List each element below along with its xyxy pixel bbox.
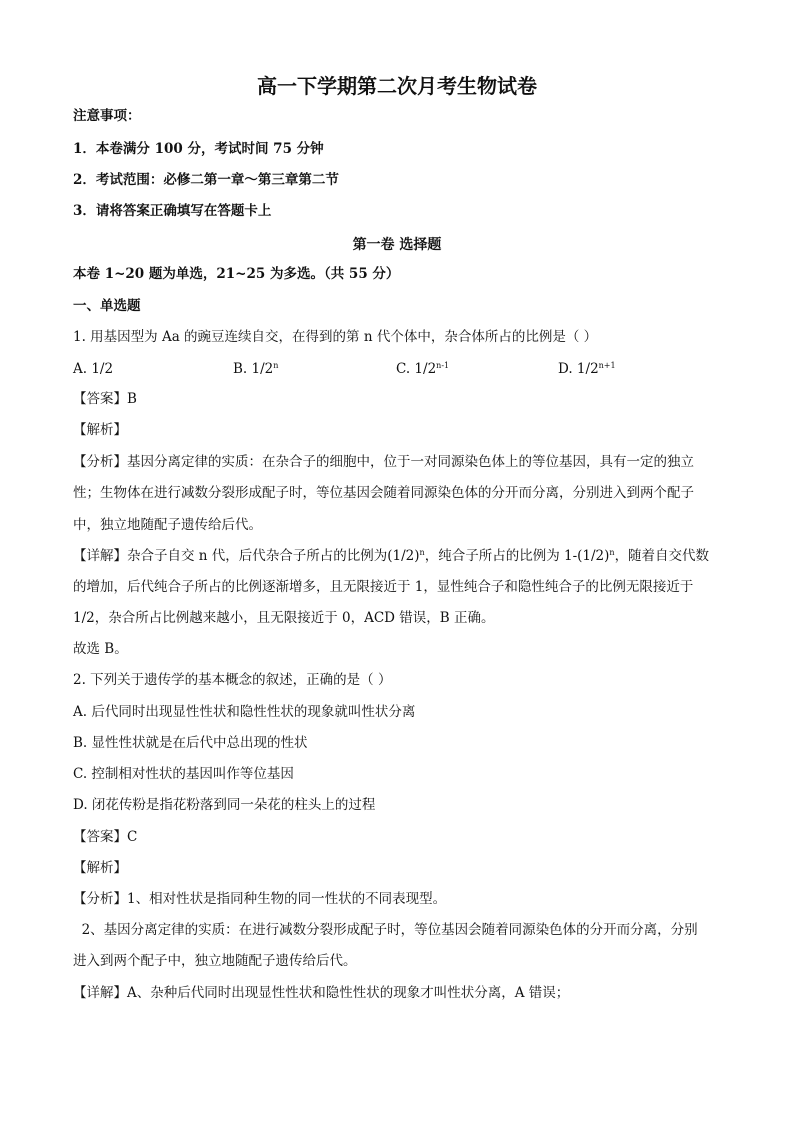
q1-option-b: B. 1/2$^n$ bbox=[233, 361, 279, 377]
answer-value: B bbox=[127, 391, 137, 407]
q2-option-b: B. 显性性状就是在后代中总出现的性状 bbox=[73, 735, 308, 751]
q2-fenxi-line-2: 2、基因分离定律的实质：在进行减数分裂形成配子时，等位基因会随着同源染色体的分开而分离，分别 bbox=[73, 922, 698, 938]
q1-xiangjie-line-1: 【详解】杂合子自交 n 代，后代杂合子所占的比例为$(1/2)^n$，纯合子所占的比例为 $1-(1/2)^n$，随着自交代数 bbox=[73, 548, 710, 564]
q2-option-a: A. 后代同时出现显性性状和隐性性状的现象就叫性状分离 bbox=[73, 704, 416, 720]
q1-option-c: C. 1/2$^{n-1}$ bbox=[396, 361, 450, 377]
section-title: 第一卷 选择题 bbox=[352, 237, 442, 253]
q2-option-c: C. 控制相对性状的基因叫作等位基因 bbox=[73, 766, 294, 782]
q2-answer bbox=[73, 828, 137, 846]
answer-label: 【答案】 bbox=[73, 391, 127, 407]
section-part: 一、单选题 bbox=[73, 298, 141, 314]
q2-stem: 2. 下列关于遗传学的基本概念的叙述，正确的是（ ） bbox=[73, 672, 392, 688]
q1-answer bbox=[73, 390, 137, 408]
notice-heading: 注意事项： bbox=[73, 108, 141, 124]
q1-conclusion: 故选 B。 bbox=[73, 641, 128, 657]
notice-item-1: 1．本卷满分 100 分，考试时间 75 分钟 bbox=[73, 141, 324, 157]
q1-fenxi-line-2: 性；生物体在进行减数分裂形成配子时，等位基因会随着同源染色体的分开而分离，分别进入到两个配子 bbox=[73, 485, 694, 501]
q1-stem: 1. 用基因型为 Aa 的豌豆连续自交，在得到的第 n 代个体中，杂合体所占的比例是（ ） bbox=[73, 329, 598, 345]
exam-title: 高一下学期第二次月考生物试卷 bbox=[257, 74, 537, 98]
q1-option-d: D. $1/2^{n+1}$ bbox=[558, 361, 616, 377]
q2-analysis-label: 【解析】 bbox=[73, 860, 127, 876]
answer-value: C bbox=[127, 829, 138, 845]
q1-analysis-label: 【解析】 bbox=[73, 422, 127, 438]
q2-option-d: D. 闭花传粉是指花粉落到同一朵花的柱头上的过程 bbox=[73, 797, 376, 813]
q1-fenxi-line-3: 中，独立地随配子遗传给后代。 bbox=[73, 517, 262, 533]
q1-option-a: A. 1/2 bbox=[73, 361, 114, 377]
q2-fenxi-line-1: 【分析】1、相对性状是指同种生物的同一性状的不同表现型。 bbox=[73, 891, 447, 907]
q1-fenxi-line-1: 【分析】基因分离定律的实质：在杂合子的细胞中，位于一对同源染色体上的等位基因，具有一定的独立 bbox=[73, 454, 694, 470]
q2-xiangjie-line-1: 【详解】A、杂种后代同时出现显性性状和隐性性状的现象才叫性状分离，A 错误； bbox=[73, 985, 570, 1001]
q1-xiangjie-line-3: 1/2，杂合所占比例越来越小，且无限接近于 0，ACD 错误，B 正确。 bbox=[73, 610, 495, 626]
notice-item-3: 3．请将答案正确填写在答题卡上 bbox=[73, 203, 272, 219]
answer-label: 【答案】 bbox=[73, 829, 127, 845]
notice-item-2: 2．考试范围：必修二第一章～第三章第二节 bbox=[73, 172, 339, 188]
q1-xiangjie-line-2: 的增加，后代纯合子所占的比例逐渐增多，且无限接近于 1，显性纯合子和隐性纯合子的比例无限接近于 bbox=[73, 579, 694, 595]
section-instruction: 本卷 1~20 题为单选，21~25 为多选。（共 55 分） bbox=[73, 266, 400, 282]
q2-fenxi-line-3: 进入到两个配子中，独立地随配子遗传给后代。 bbox=[73, 953, 357, 969]
